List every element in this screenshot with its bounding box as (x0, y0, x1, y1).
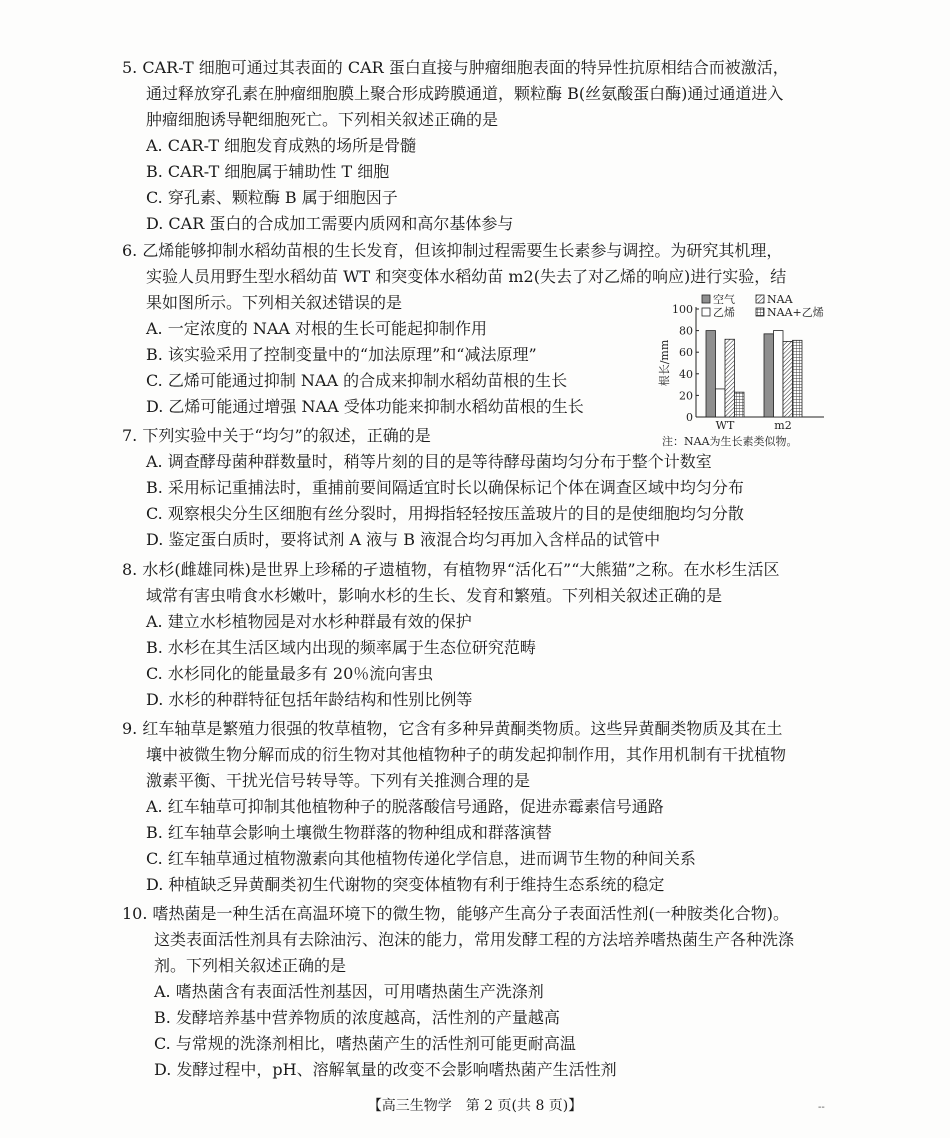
question-6-stem-line-3: 果如图所示。下列相关叙述错误的是 (146, 293, 403, 312)
y-tick-label: 80 (679, 324, 693, 338)
question-10-option-d: D. 发酵过程中，pH、溶解氧量的改变不会影响嗜热菌产生活性剂 (154, 1060, 617, 1079)
bar (764, 334, 774, 417)
question-7-option-b: B. 采用标记重捕法时，重捕前要间隔适宜时长以确保标记个体在调查区域中均匀分布 (146, 478, 744, 497)
page-footer: 【高三生物学 第 2 页(共 8 页)】 (367, 1098, 583, 1114)
chart-legend (702, 294, 824, 319)
question-6-stem-line-2: 实验人员用野生型水稻幼苗 WT 和突变体水稻幼苗 m2(失去了对乙烯的响应)进行实验，结 (146, 267, 787, 286)
question-8-stem-line-1: 8. 水杉(雌雄同株)是世界上珍稀的孑遗植物，有植物界“活化石”“大熊猫”之称。在水杉生活区 (122, 560, 780, 579)
question-8-option-a: A. 建立水杉植物园是对水杉种群最有效的保护 (146, 612, 472, 631)
legend-swatch (702, 308, 710, 316)
bar (783, 341, 793, 417)
question-10-option-a: A. 嗜热菌含有表面活性剂基因，可用嗜热菌生产洗涤剂 (154, 982, 544, 1001)
question-10-option-b: B. 发酵培养基中营养物质的浓度越高，活性剂的产量越高 (154, 1008, 560, 1027)
question-9 (122, 716, 842, 898)
question-5-option-c: C. 穿孔素、颗粒酶 B 属于细胞因子 (146, 188, 398, 207)
bar (793, 340, 803, 417)
bar (725, 339, 735, 417)
question-9-option-b: B. 红车轴草会影响土壤微生物群落的物种组成和群落演替 (146, 823, 552, 842)
question-6-stem-line-1: 6. 乙烯能够抑制水稻幼苗根的生长发育，但该抑制过程需要生长素参与调控。为研究其机理， (122, 241, 783, 260)
legend-label: NAA+乙烯 (767, 306, 824, 319)
question-7-option-c: C. 观察根尖分生区细胞有丝分裂时，用拇指轻轻按压盖玻片的目的是使细胞均匀分散 (146, 504, 744, 523)
question-7-stem-line-1: 7. 下列实验中关于“均匀”的叙述，正确的是 (122, 426, 431, 445)
corner-mark: -- (818, 1102, 825, 1113)
question-10-option-c: C. 与常规的洗涤剂相比，嗜热菌产生的活性剂可能更耐高温 (154, 1034, 576, 1053)
question-5 (122, 55, 842, 237)
question-9-stem-line-2: 壤中被微生物分解而成的衍生物对其他植物种子的萌发起抑制作用，其作用机制有干扰植物 (146, 745, 787, 764)
question-10 (122, 901, 842, 1083)
legend-label: NAA (767, 294, 793, 306)
question-9-stem-line-1: 9. 红车轴草是繁殖力很强的牧草植物，它含有多种异黄酮类物质。这些异黄酮类物质及其在土 (122, 719, 783, 738)
y-axis-label: 根长/mm (658, 339, 671, 387)
question-7 (122, 423, 842, 553)
x-tick-label: WT (715, 419, 735, 432)
question-9-option-d: D. 种植缺乏异黄酮类初生代谢物的突变体植物有利于维持生态系统的稳定 (146, 875, 665, 894)
y-tick-label: 100 (672, 303, 693, 316)
question-6-option-c: C. 乙烯可能通过抑制 NAA 的合成来抑制水稻幼苗根的生长 (146, 371, 568, 390)
legend-swatch (756, 295, 764, 303)
question-5-option-a: A. CAR-T 细胞发育成熟的场所是骨髓 (146, 136, 417, 155)
question-5-option-d: D. CAR 蛋白的合成加工需要内质网和高尔基体参与 (146, 214, 514, 233)
question-8-option-b: B. 水杉在其生活区域内出现的频率属于生态位研究范畴 (146, 638, 536, 657)
bar (735, 392, 745, 417)
question-6-option-d: D. 乙烯可能通过增强 NAA 受体功能来抑制水稻幼苗根的生长 (146, 397, 584, 416)
question-8-option-d: D. 水杉的种群特征包括年龄结构和性别比例等 (146, 690, 473, 709)
question-8 (122, 557, 842, 713)
question-10-stem-line-3: 剂。下列相关叙述正确的是 (154, 956, 347, 975)
legend-label: 乙烯 (713, 306, 735, 319)
legend-swatch (702, 295, 710, 303)
chart-note: 注：NAA为生长素类似物。 (662, 435, 798, 448)
question-7-option-d: D. 鉴定蛋白质时，要将试剂 A 液与 B 液混合均匀再加入含样品的试管中 (146, 530, 661, 549)
legend-label: 空气 (713, 294, 735, 306)
y-tick-label: 40 (679, 367, 693, 381)
question-9-option-a: A. 红车轴草可抑制其他植物种子的脱落酸信号通路，促进赤霉素信号通路 (146, 797, 664, 816)
question-10-stem-line-1: 10. 嗜热菌是一种生活在高温环境下的微生物，能够产生高分子表面活性剂(一种胺类化合物)。 (122, 904, 790, 923)
x-tick-label: m2 (774, 419, 792, 432)
question-8-stem-line-2: 域常有害虫啃食水杉嫩叶，影响水杉的生长、发育和繁殖。下列相关叙述正确的是 (146, 586, 723, 605)
question-8-option-c: C. 水杉同化的能量最多有 20％流向害虫 (146, 664, 434, 683)
question-6-option-b: B. 该实验采用了控制变量中的“加法原理”和“减法原理” (146, 345, 537, 364)
question-7-option-a: A. 调查酵母菌种群数量时，稍等片刻的目的是等待酵母菌均匀分布于整个计数室 (146, 452, 712, 471)
chart-bars (706, 331, 802, 417)
question-6-option-a: A. 一定浓度的 NAA 对根的生长可能起抑制作用 (146, 319, 488, 338)
bar (706, 331, 716, 417)
question-5-option-b: B. CAR-T 细胞属于辅助性 T 细胞 (146, 162, 390, 181)
bar (716, 389, 726, 417)
question-10-stem-line-2: 这类表面活性剂具有去除油污、泡沫的能力，常用发酵工程的方法培养嗜热菌生产各种洗涤 (154, 930, 795, 949)
question-5-stem-line-2: 通过释放穿孔素在肿瘤细胞膜上聚合形成跨膜通道，颗粒酶 B(丝氨酸蛋白酶)通过通道进入 (146, 84, 784, 103)
question-5-stem-line-3: 肿瘤细胞诱导靶细胞死亡。下列相关叙述正确的是 (146, 110, 499, 129)
bar (774, 331, 784, 417)
question-5-stem-line-1: 5. CAR-T 细胞可通过其表面的 CAR 蛋白直接与肿瘤细胞表面的特异性抗原相结合而被激活， (122, 58, 789, 77)
question-9-option-c: C. 红车轴草通过植物激素向其他植物传递化学信息，进而调节生物的种间关系 (146, 849, 696, 868)
y-tick-label: 0 (686, 411, 693, 424)
legend-swatch (756, 308, 764, 316)
y-tick-label: 60 (679, 346, 693, 360)
y-tick-label: 20 (679, 389, 693, 403)
question-9-stem-line-3: 激素平衡、干扰光信号转导等。下列有关推测合理的是 (146, 771, 531, 790)
